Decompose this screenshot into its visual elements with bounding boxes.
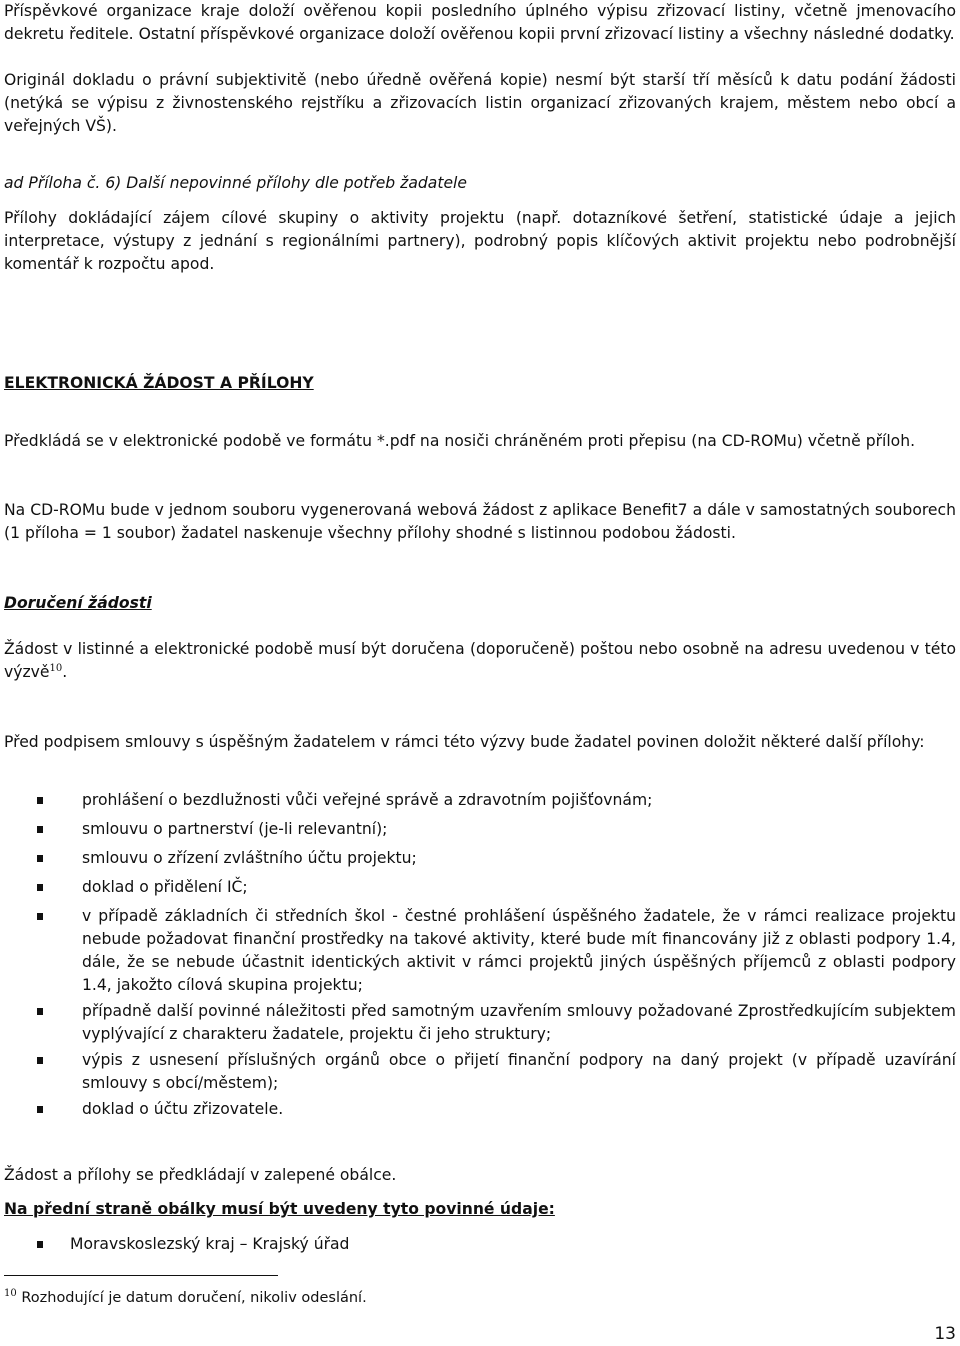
bullet-icon <box>37 1008 43 1015</box>
list-item: smlouvu o partnerství (je-li relevantní); <box>4 818 956 841</box>
list-item: doklad o přidělení IČ; <box>4 876 956 899</box>
bullet-icon <box>37 855 43 862</box>
envelope-title: Na přední straně obálky musí být uvedeny tyto povinné údaje: <box>4 1200 555 1218</box>
list-item: výpis z usnesení příslušných orgánů obce o přijetí finanční podpory na daný projekt (v případě uzavírání smlouvy s obcí/městem); <box>4 1049 956 1095</box>
bullet-icon <box>37 913 43 920</box>
paragraph-optional-attachments: Přílohy dokládající zájem cílové skupiny o aktivity projektu (např. dotazníkové šetření, statistické údaje a jejich interpretace, výstupy z jednání s regionálními partnery), podrobný popis klíčových aktivit projektu nebo podrobnější komentář k rozpočtu apod. <box>4 209 956 273</box>
bullet-icon <box>37 884 43 891</box>
page-number: 13 <box>934 1324 956 1344</box>
list-item: v případě základních či středních škol - čestné prohlášení úspěšného žadatele, že v rámci realizace projektu nebude požadovat finanční prostředky na takové aktivity, které bude mít financovány již z oblasti podpory 1.4, dále, že se nebude účastnit identických aktivit v rámci projektů jiných úspěšných příjemců z oblasti podpory 1.4, jakožto cílová skupina projektu; <box>4 905 956 997</box>
paragraph-electronic-format: Předkládá se v elektronické podobě ve formátu *.pdf na nosiči chráněném proti přepisu (na CD-ROMu) včetně příloh. <box>4 432 916 450</box>
list-item: smlouvu o zřízení zvláštního účtu projektu; <box>4 847 956 870</box>
attachments-list <box>4 789 956 1121</box>
paragraph-legal-subjectivity: Originál dokladu o právní subjektivitě (nebo úředně ověřená kopie) nesmí být starší tří měsíců k datu podání žádosti (netýká se výpisu z živnostenského rejstříku a zřizovacích listin organizací zřizovaných krajem, městem nebo obcí a veřejných VŠ). <box>4 71 956 135</box>
paragraph-delivery <box>4 638 956 684</box>
bullet-icon <box>37 1106 43 1113</box>
paragraph-envelope: Žádost a přílohy se předkládají v zalepené obálce. <box>4 1166 397 1184</box>
list-item: Moravskoslezský kraj – Krajský úřad <box>4 1233 956 1256</box>
section-title-delivery: Doručení žádosti <box>4 594 152 612</box>
paragraph-before-contract: Před podpisem smlouvy s úspěšným žadatelem v rámci této výzvy bude žadatel povinen doložit některé další přílohy: <box>4 733 925 751</box>
bullet-icon <box>37 1241 43 1248</box>
footnote-text: Rozhodující je datum doručení, nikoliv odeslání. <box>21 1290 367 1306</box>
attachment-6-heading: ad Příloha č. 6) Další nepovinné přílohy dle potřeb žadatele <box>4 174 467 192</box>
delivery-text-end: . <box>62 663 68 681</box>
paragraph-founding-documents: Příspěvkové organizace kraje doloží ověřenou kopii posledního úplného výpisu zřizovací listiny, včetně jmenovacího dekretu ředitele. Ostatní příspěvkové organizace doloží ověřenou kopii první zřizovací listiny a všechny následné dodatky. <box>4 2 956 43</box>
footnote-divider <box>4 1275 278 1276</box>
paragraph-cd-rom: Na CD-ROMu bude v jednom souboru vygenerovaná webová žádost z aplikace Benefit7 a dále v samostatných souborech (1 příloha = 1 soubor) žadatel naskenuje všechny přílohy shodné s listinnou podobou žádosti. <box>4 501 956 542</box>
delivery-text: Žádost v listinné a elektronické podobě musí být doručena (doporučeně) poštou nebo osobně na adresu uvedenou v této výzvě <box>4 640 956 681</box>
footnote <box>4 1288 367 1308</box>
bullet-icon <box>37 1057 43 1064</box>
bullet-icon <box>37 797 43 804</box>
bullet-icon <box>37 826 43 833</box>
list-item: případně další povinné náležitosti před samotným uzavřením smlouvy požadované Zprostředkujícím subjektem vyplývající z charakteru žadatele, projektu či jeho struktury; <box>4 1000 956 1046</box>
footnote-number: 10 <box>4 1288 17 1300</box>
section-title-electronic: ELEKTRONICKÁ ŽÁDOST A PŘÍLOHY <box>4 374 314 392</box>
list-item: prohlášení o bezdlužnosti vůči veřejné správě a zdravotním pojišťovnám; <box>4 789 956 812</box>
list-item: doklad o účtu zřizovatele. <box>4 1098 956 1121</box>
footnote-ref-10[interactable]: 10 <box>49 662 63 674</box>
envelope-list <box>4 1233 956 1256</box>
